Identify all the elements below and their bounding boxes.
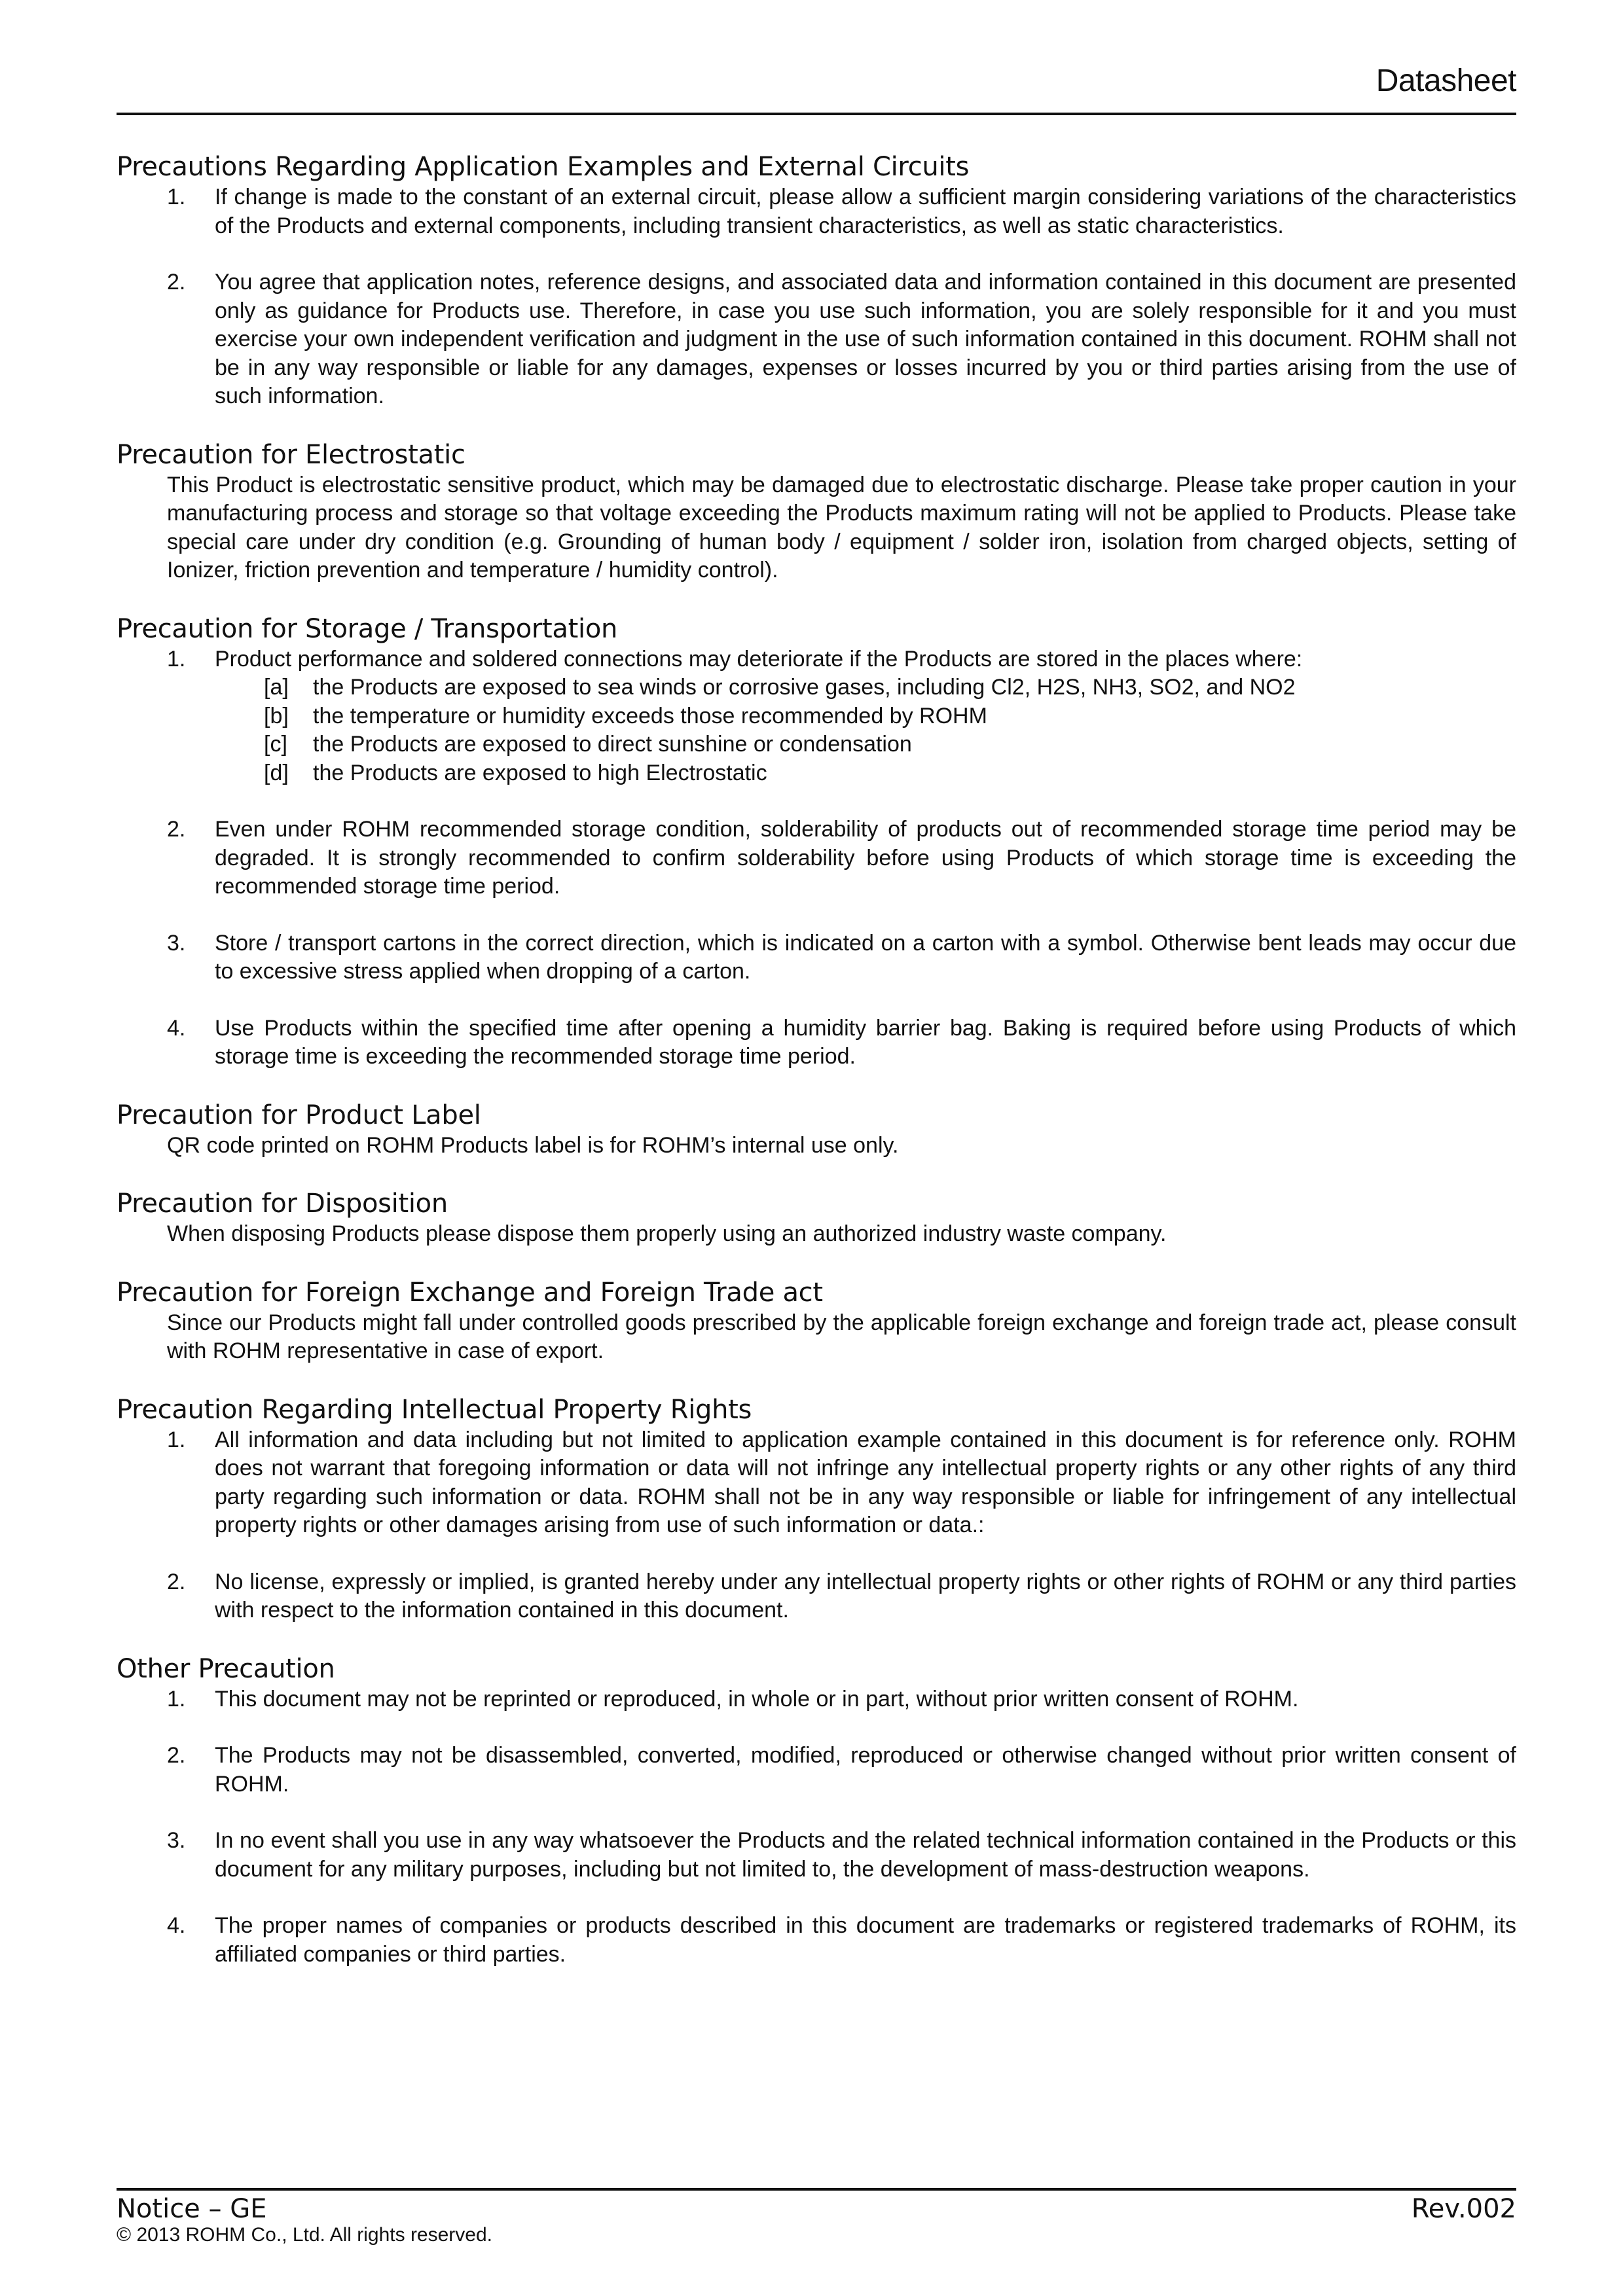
item-number: 1. [167, 185, 186, 209]
section-paragraph: Since our Products might fall under controlled goods prescribed by the applicable foreign exchange and foreign trade act, please consult with ROHM representative in case of export. [167, 1310, 1516, 1363]
item-text: This document may not be reprinted or reproduced, in whole or in part, without prior written consent of ROHM. [215, 1686, 1299, 1712]
item-text: In no event shall you use in any way whatsoever the Products and the related technical information contained in the Products or this document for any military purposes, including but not limited to, the development of mass-destruction weapons. [215, 1828, 1516, 1882]
item-number: 4. [167, 1015, 186, 1041]
section-paragraph: When disposing Products please dispose them properly using an authorized industry waste company. [167, 1221, 1167, 1246]
item-number: 3. [167, 1828, 186, 1853]
section-heading: Precaution for Product Label [117, 1100, 481, 1130]
footer-copyright: © 2013 ROHM Co., Ltd. All rights reserved. [117, 2224, 492, 2246]
section-paragraph: QR code printed on ROHM Products label is for ROHM’s internal use only. [167, 1132, 899, 1158]
numbered-list [117, 183, 1516, 411]
sub-item [215, 730, 1516, 759]
section-product-label [117, 1100, 1516, 1160]
item-number: 1. [167, 1686, 186, 1712]
section-heading: Precaution for Foreign Exchange and Foreign Trade act [117, 1277, 823, 1308]
item-text: Product performance and soldered connections may deteriorate if the Products are stored in the places where: [215, 646, 1303, 672]
item-number: 2. [167, 817, 186, 842]
item-text: All information and data including but not limited to application example contained in this document is for reference only. ROHM does not warrant that foregoing information or data will not infringe any intellectual property rights or any other rights of any third party regarding such information or data. ROHM shall not be in any way responsible or liable for infringement of any intellectual property rights or other damages arising from use of such information or data.: [215, 1427, 1516, 1537]
sub-item-text: the Products are exposed to direct sunshine or condensation [313, 732, 912, 757]
sub-item-label: [a] [264, 675, 289, 700]
section-heading: Precaution Regarding Intellectual Property Rights [117, 1394, 752, 1425]
item-text: The proper names of companies or products described in this document are trademarks or registered trademarks of ROHM, its affiliated companies or third parties. [215, 1913, 1516, 1967]
item-number: 1. [167, 646, 186, 672]
item-text: You agree that application notes, reference designs, and associated data and information contained in this document are presented only as guidance for Products use. Therefore, in case you use such information, you are solely responsible for it and you must exercise your own independent verification and judgment in the use of such information contained in this document. ROHM shall not be in any way responsible or liable for any damages, expenses or losses incurred by you or third parties arising from the use of such information. [215, 270, 1516, 408]
section-intellectual-property [117, 1395, 1516, 1625]
item-text: Use Products within the specified time after opening a humidity barrier bag. Baking is required before using Products of which storage time is exceeding the recommended storage time period. [215, 1015, 1516, 1069]
footer-title: Notice – GE [117, 2194, 267, 2224]
list-item [117, 645, 1516, 788]
item-text: If change is made to the constant of an external circuit, please allow a sufficient margin considering variations of the characteristics of the Products and external components, including transient characteristics, as well as static characteristics. [215, 185, 1516, 238]
list-item [117, 1685, 1516, 1714]
item-text: Store / transport cartons in the correct direction, which is indicated on a carton with a symbol. Otherwise bent leads may occur due to excessive stress applied when dropping of a carton. [215, 930, 1516, 984]
footer-rule [117, 2188, 1516, 2191]
item-text: No license, expressly or implied, is granted hereby under any intellectual property rights or other rights of ROHM or any third parties with respect to the information contained in this document. [215, 1569, 1516, 1623]
section-heading: Precaution for Disposition [117, 1189, 448, 1219]
list-item [117, 183, 1516, 240]
list-item [117, 1568, 1516, 1625]
section-other-precaution [117, 1654, 1516, 1969]
list-item [117, 1014, 1516, 1071]
sub-item [215, 673, 1516, 702]
header-rule [117, 113, 1516, 115]
section-heading: Precaution for Storage / Transportation [117, 613, 618, 644]
item-number: 2. [167, 1743, 186, 1768]
sub-item-text: the Products are exposed to high Electrostatic [313, 760, 767, 785]
page-header-title: Datasheet [1376, 63, 1516, 98]
item-number: 2. [167, 270, 186, 295]
section-application-examples [117, 152, 1516, 411]
footer-revision: Rev.002 [1411, 2194, 1516, 2224]
numbered-list [117, 1426, 1516, 1625]
item-text: Even under ROHM recommended storage condition, solderability of products out of recommended storage time period may be degraded. It is strongly recommended to confirm solderability before using Products of which storage time is exceeding the recommended storage time period. [215, 817, 1516, 899]
section-heading: Other Precaution [117, 1653, 335, 1684]
section-storage-transportation [117, 614, 1516, 1071]
document-body [117, 152, 1516, 1998]
item-number: 4. [167, 1913, 186, 1938]
item-number: 3. [167, 930, 186, 956]
sub-item-label: [b] [264, 703, 289, 728]
section-electrostatic [117, 440, 1516, 585]
sub-item [215, 759, 1516, 788]
list-item [117, 1742, 1516, 1799]
sub-item-text: the Products are exposed to sea winds or corrosive gases, including Cl2, H2S, NH3, SO2, and NO2 [313, 675, 1296, 700]
numbered-list [117, 645, 1516, 1071]
item-number: 1. [167, 1427, 186, 1452]
section-heading: Precaution for Electrostatic [117, 439, 465, 470]
footer [117, 2194, 492, 2246]
section-paragraph: This Product is electrostatic sensitive product, which may be damaged due to electrostatic discharge. Please take proper caution in your manufacturing process and storage so that voltage exceeding the Products maximum rating will not be applied to Products. Please take special care under dry condition (e.g. Grounding of human body / equipment / solder iron, isolation from charged objects, setting of Ionizer, friction prevention and temperature / humidity control). [167, 472, 1516, 583]
sub-item-label: [d] [264, 760, 289, 785]
section-heading: Precautions Regarding Application Examples and External Circuits [117, 152, 970, 182]
list-item [117, 929, 1516, 986]
numbered-list [117, 1685, 1516, 1969]
section-disposition [117, 1189, 1516, 1249]
list-item [117, 1912, 1516, 1969]
sub-item-text: the temperature or humidity exceeds those recommended by ROHM [313, 703, 987, 728]
item-number: 2. [167, 1569, 186, 1594]
list-item [117, 1426, 1516, 1540]
sub-list [215, 673, 1516, 787]
section-foreign-exchange [117, 1278, 1516, 1366]
list-item [117, 1827, 1516, 1884]
list-item [117, 816, 1516, 901]
sub-item-label: [c] [264, 732, 287, 757]
list-item [117, 268, 1516, 411]
item-text: The Products may not be disassembled, converted, modified, reproduced or otherwise changed without prior written consent of ROHM. [215, 1743, 1516, 1797]
sub-item [215, 702, 1516, 731]
